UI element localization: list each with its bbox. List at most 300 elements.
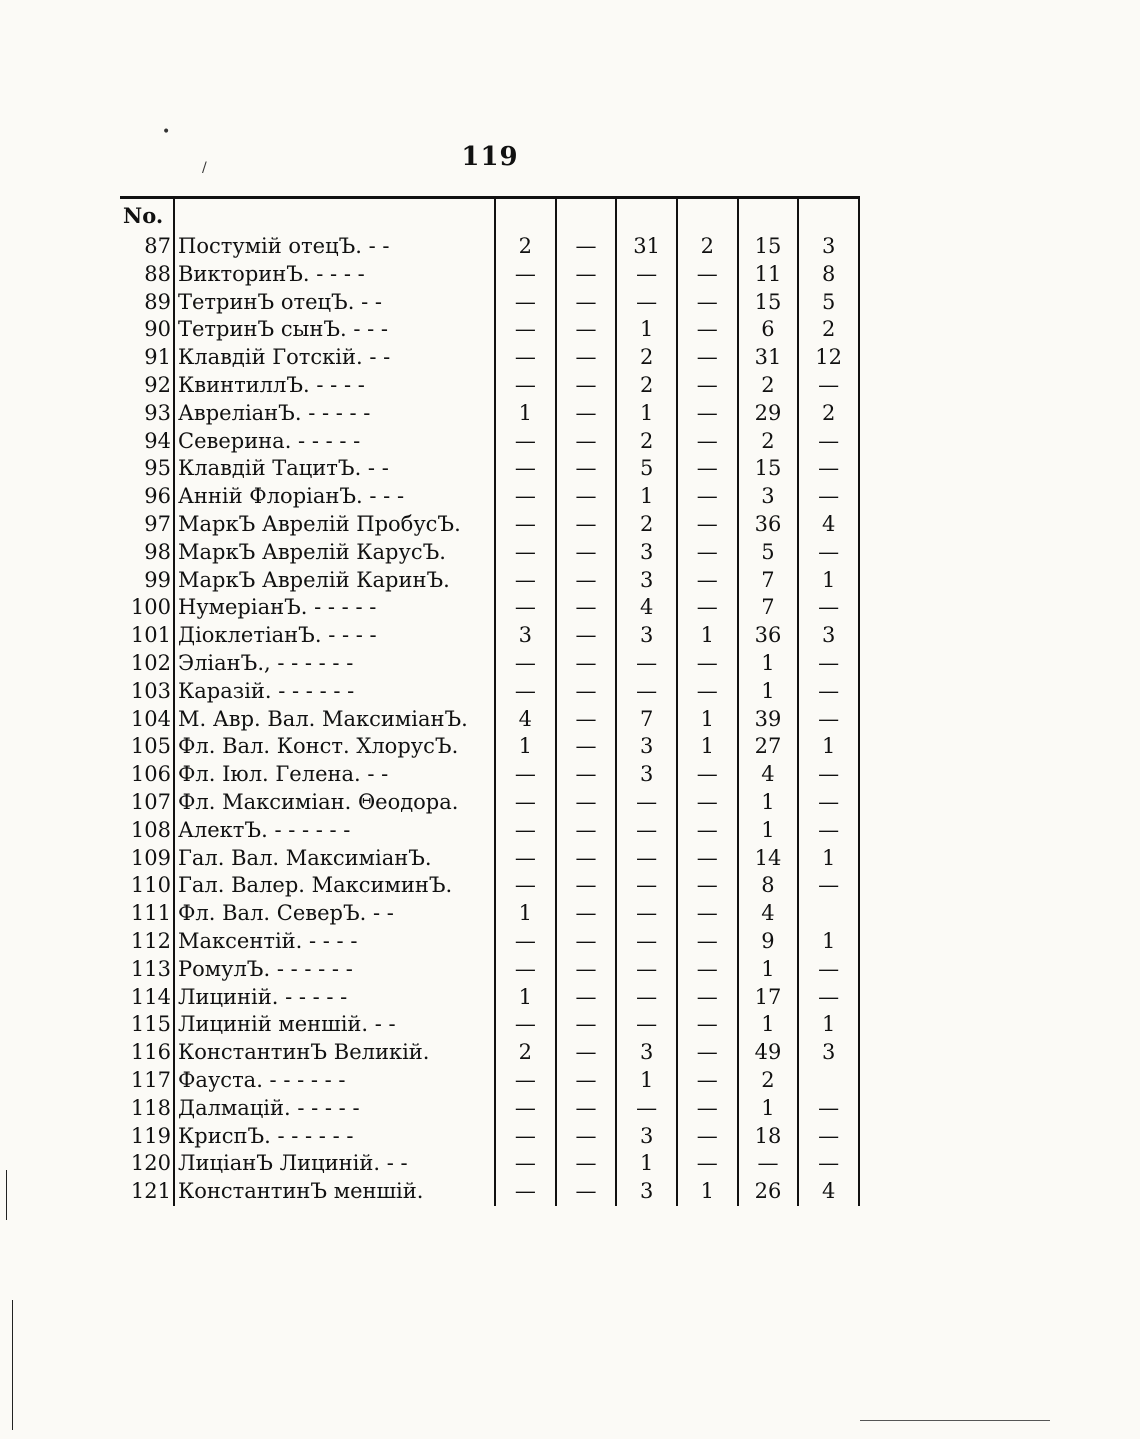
count-cell-6: — — [798, 1150, 859, 1178]
count-cell-4: — — [677, 567, 738, 595]
count-cell-1: — — [495, 539, 556, 567]
row-number: 101 — [130, 623, 171, 648]
count-cell-3: 31 — [616, 233, 677, 261]
count-cell-3: 3 — [616, 1039, 677, 1067]
count-cell-5: 2 — [738, 428, 799, 456]
table-row — [120, 372, 859, 400]
count-cell-1: — — [495, 1095, 556, 1123]
table-row — [120, 817, 859, 845]
count-cell-4: — — [677, 872, 738, 900]
emperor-name: Гал. Валер. МаксиминЪ. — [174, 872, 495, 900]
row-number: 102 — [130, 650, 171, 675]
count-cell-3: — — [616, 984, 677, 1012]
table-row — [120, 400, 859, 428]
count-cell-3: 7 — [616, 706, 677, 734]
emperor-name: КриспЪ. - - - - - - — [174, 1123, 495, 1151]
emperor-name: Клавдій Готскій. - - — [174, 344, 495, 372]
count-cell-4: — — [677, 845, 738, 873]
row-number: 120 — [130, 1151, 171, 1176]
count-cell-3: 2 — [616, 511, 677, 539]
count-cell-3: 3 — [616, 1178, 677, 1206]
count-cell-6: — — [798, 706, 859, 734]
count-cell-3: — — [616, 678, 677, 706]
count-cell-4: — — [677, 539, 738, 567]
scan-edge-mark — [12, 1300, 13, 1430]
count-cell-3: 4 — [616, 594, 677, 622]
count-cell-3: 5 — [616, 455, 677, 483]
emperor-name: Фл. Іюл. Гелена. - - — [174, 761, 495, 789]
count-cell-5: 26 — [738, 1178, 799, 1206]
count-cell-3: 1 — [616, 1067, 677, 1095]
count-cell-1: 1 — [495, 733, 556, 761]
row-number: 103 — [130, 678, 171, 703]
count-cell-2: — — [556, 1067, 617, 1095]
table-row — [120, 344, 859, 372]
emperor-name: Постумій отецЪ. - - — [174, 233, 495, 261]
count-cell-1: — — [495, 1123, 556, 1151]
table-row — [120, 1039, 859, 1067]
count-cell-2: — — [556, 622, 617, 650]
count-cell-2: — — [556, 678, 617, 706]
emperor-name: МаркЪ Аврелій КарусЪ. — [174, 539, 495, 567]
count-cell-6 — [798, 900, 859, 928]
count-cell-1: — — [495, 956, 556, 984]
count-cell-3: — — [616, 928, 677, 956]
table-row — [120, 984, 859, 1012]
count-cell-3: 3 — [616, 1123, 677, 1151]
row-number: 100 — [130, 595, 171, 620]
count-cell-6: 4 — [798, 1178, 859, 1206]
count-cell-5: 8 — [738, 872, 799, 900]
count-cell-6: 1 — [798, 928, 859, 956]
count-cell-4: — — [677, 455, 738, 483]
row-number: 116 — [130, 1040, 171, 1065]
count-cell-2: — — [556, 817, 617, 845]
table-row — [120, 1095, 859, 1123]
count-cell-3: — — [616, 900, 677, 928]
count-cell-4: 1 — [677, 706, 738, 734]
row-number: 109 — [130, 845, 171, 870]
count-cell-2: — — [556, 344, 617, 372]
emperor-name: ВикторинЪ. - - - - — [174, 261, 495, 289]
count-cell-6: — — [798, 428, 859, 456]
table-row — [120, 261, 859, 289]
count-cell-2: — — [556, 928, 617, 956]
count-cell-2: — — [556, 316, 617, 344]
emperor-name: Лициній. - - - - - — [174, 984, 495, 1012]
table-row — [120, 1067, 859, 1095]
count-cell-1: — — [495, 872, 556, 900]
row-number: 94 — [144, 428, 171, 453]
count-cell-3: 1 — [616, 316, 677, 344]
table-row — [120, 289, 859, 317]
count-cell-1: — — [495, 845, 556, 873]
count-cell-5: 1 — [738, 956, 799, 984]
count-cell-1: — — [495, 455, 556, 483]
table-row — [120, 706, 859, 734]
count-cell-2: — — [556, 984, 617, 1012]
count-cell-1: — — [495, 1150, 556, 1178]
emperor-name: Фл. Вал. Конст. ХлорусЪ. — [174, 733, 495, 761]
count-cell-4: — — [677, 789, 738, 817]
emperor-name: КонстантинЪ меншій. — [174, 1178, 495, 1206]
count-cell-4: — — [677, 316, 738, 344]
row-number: 118 — [130, 1095, 171, 1120]
count-cell-5: 15 — [738, 289, 799, 317]
count-cell-2: — — [556, 400, 617, 428]
count-cell-3: — — [616, 289, 677, 317]
emperor-name: КвинтиллЪ. - - - - — [174, 372, 495, 400]
count-cell-5: 14 — [738, 845, 799, 873]
row-number: 98 — [144, 539, 171, 564]
count-cell-5: 3 — [738, 483, 799, 511]
count-cell-1: — — [495, 594, 556, 622]
row-number: 113 — [130, 956, 171, 981]
count-cell-5: 15 — [738, 233, 799, 261]
count-cell-4: — — [677, 372, 738, 400]
count-cell-4: — — [677, 1011, 738, 1039]
count-cell-2: — — [556, 845, 617, 873]
count-cell-4: — — [677, 1150, 738, 1178]
emperor-name: Каразій. - - - - - - — [174, 678, 495, 706]
row-number: 97 — [144, 511, 171, 536]
count-cell-2: — — [556, 483, 617, 511]
header-col-2 — [556, 199, 617, 233]
count-cell-6: — — [798, 594, 859, 622]
count-cell-3: 3 — [616, 622, 677, 650]
count-cell-3: — — [616, 650, 677, 678]
table-row — [120, 455, 859, 483]
count-cell-1: — — [495, 511, 556, 539]
count-cell-5: 36 — [738, 622, 799, 650]
count-cell-5: 1 — [738, 650, 799, 678]
count-cell-2: — — [556, 706, 617, 734]
row-number: 107 — [130, 789, 171, 814]
count-cell-2: — — [556, 511, 617, 539]
count-cell-3: — — [616, 817, 677, 845]
emperor-name: ЭліанЪ., - - - - - - — [174, 650, 495, 678]
count-cell-5: 27 — [738, 733, 799, 761]
row-number: 89 — [144, 289, 171, 314]
count-cell-1: — — [495, 1011, 556, 1039]
count-cell-4: — — [677, 984, 738, 1012]
count-cell-2: — — [556, 650, 617, 678]
count-cell-1: — — [495, 928, 556, 956]
count-cell-5: 31 — [738, 344, 799, 372]
count-cell-2: — — [556, 428, 617, 456]
count-cell-1: 1 — [495, 400, 556, 428]
row-number: 87 — [144, 234, 171, 258]
count-cell-3: 3 — [616, 567, 677, 595]
row-number: 111 — [130, 901, 171, 926]
count-cell-2: — — [556, 789, 617, 817]
count-cell-4: 2 — [677, 233, 738, 261]
count-cell-4: — — [677, 1095, 738, 1123]
emperor-name: РомулЪ. - - - - - - — [174, 956, 495, 984]
count-cell-6: — — [798, 483, 859, 511]
table-row — [120, 594, 859, 622]
count-cell-3: 2 — [616, 372, 677, 400]
count-cell-3: 1 — [616, 1150, 677, 1178]
row-number: 114 — [130, 984, 171, 1009]
count-cell-4: 1 — [677, 1178, 738, 1206]
count-cell-5: 5 — [738, 539, 799, 567]
emperor-name: ТетринЪ сынЪ. - - - — [174, 316, 495, 344]
count-cell-6: — — [798, 455, 859, 483]
table-row — [120, 622, 859, 650]
count-cell-4: — — [677, 956, 738, 984]
table-row — [120, 428, 859, 456]
count-cell-5: 1 — [738, 1011, 799, 1039]
row-number: 117 — [130, 1067, 171, 1092]
count-cell-4: — — [677, 928, 738, 956]
emperor-name: Фауста. - - - - - - — [174, 1067, 495, 1095]
table-row — [120, 650, 859, 678]
count-cell-6: — — [798, 817, 859, 845]
count-cell-2: — — [556, 1178, 617, 1206]
emperor-name: АлектЪ. - - - - - - — [174, 817, 495, 845]
table-row — [120, 316, 859, 344]
count-cell-5: 9 — [738, 928, 799, 956]
table-row — [120, 678, 859, 706]
count-cell-4: — — [677, 400, 738, 428]
count-cell-5: 1 — [738, 678, 799, 706]
count-cell-2: — — [556, 1095, 617, 1123]
count-cell-5: 49 — [738, 1039, 799, 1067]
coin-count-table — [120, 196, 860, 1206]
count-cell-2: — — [556, 261, 617, 289]
count-cell-2: — — [556, 372, 617, 400]
count-cell-4: — — [677, 289, 738, 317]
count-cell-2: — — [556, 733, 617, 761]
count-cell-4: — — [677, 900, 738, 928]
count-cell-5: 17 — [738, 984, 799, 1012]
count-cell-3: 3 — [616, 733, 677, 761]
count-cell-5: 4 — [738, 900, 799, 928]
page-number: 119 — [461, 142, 519, 172]
count-cell-1: — — [495, 1178, 556, 1206]
count-cell-4: — — [677, 594, 738, 622]
count-cell-5: 39 — [738, 706, 799, 734]
count-cell-1: — — [495, 817, 556, 845]
count-cell-1: — — [495, 261, 556, 289]
count-cell-1: — — [495, 1067, 556, 1095]
count-cell-6: 3 — [798, 1039, 859, 1067]
count-cell-1: — — [495, 289, 556, 317]
count-cell-2: — — [556, 1150, 617, 1178]
count-cell-6: — — [798, 789, 859, 817]
count-cell-2: — — [556, 1039, 617, 1067]
count-cell-1: — — [495, 761, 556, 789]
row-number: 99 — [144, 567, 171, 592]
count-cell-3: — — [616, 261, 677, 289]
count-cell-6: 1 — [798, 1011, 859, 1039]
count-cell-4: — — [677, 678, 738, 706]
row-number: 105 — [130, 734, 171, 759]
emperor-name: Клавдій ТацитЪ. - - — [174, 455, 495, 483]
header-col-6 — [798, 199, 859, 233]
count-cell-4: — — [677, 1039, 738, 1067]
count-cell-2: — — [556, 455, 617, 483]
table-row — [120, 789, 859, 817]
emperor-name: М. Авр. Вал. МаксиміанЪ. — [174, 706, 495, 734]
header-col-4 — [677, 199, 738, 233]
count-cell-4: 1 — [677, 733, 738, 761]
count-cell-2: — — [556, 956, 617, 984]
count-cell-5: 4 — [738, 761, 799, 789]
row-number: 95 — [144, 456, 171, 481]
count-cell-6: — — [798, 761, 859, 789]
count-cell-6: — — [798, 984, 859, 1012]
emperor-name: МаркЪ Аврелій ПробусЪ. — [174, 511, 495, 539]
count-cell-6: — — [798, 1123, 859, 1151]
count-cell-1: — — [495, 316, 556, 344]
count-cell-4: — — [677, 428, 738, 456]
header-name-cell — [174, 199, 495, 233]
count-cell-5: 1 — [738, 817, 799, 845]
count-cell-2: — — [556, 539, 617, 567]
count-cell-6: 2 — [798, 316, 859, 344]
count-cell-6: — — [798, 678, 859, 706]
count-cell-4: — — [677, 817, 738, 845]
count-cell-5: 1 — [738, 1095, 799, 1123]
count-cell-6 — [798, 1067, 859, 1095]
table-row — [120, 733, 859, 761]
count-cell-2: — — [556, 1011, 617, 1039]
row-number: 104 — [130, 706, 171, 731]
count-cell-1: — — [495, 483, 556, 511]
count-cell-1: — — [495, 789, 556, 817]
emperor-name: Фл. Максиміан. Θеодора. — [174, 789, 495, 817]
scan-speck: • — [162, 124, 171, 140]
scan-foot-line — [860, 1420, 1050, 1421]
table-header-row — [120, 199, 859, 233]
row-number: 93 — [144, 400, 171, 425]
count-cell-6: — — [798, 539, 859, 567]
count-cell-4: — — [677, 511, 738, 539]
scan-speck: / — [202, 160, 207, 176]
count-cell-4: — — [677, 1123, 738, 1151]
row-number: 96 — [144, 484, 171, 509]
emperor-name: Гал. Вал. МаксиміанЪ. — [174, 845, 495, 873]
row-number: 115 — [130, 1012, 171, 1037]
emperor-name: ТетринЪ отецЪ. - - — [174, 289, 495, 317]
row-number: 110 — [130, 873, 171, 898]
row-number: 91 — [144, 345, 171, 370]
count-cell-4: — — [677, 261, 738, 289]
row-number: 119 — [130, 1123, 171, 1148]
table — [120, 199, 860, 1206]
count-cell-3: — — [616, 956, 677, 984]
count-cell-3: — — [616, 1011, 677, 1039]
header-col-5 — [738, 199, 799, 233]
emperor-name: АвреліанЪ. - - - - - — [174, 400, 495, 428]
count-cell-6: — — [798, 872, 859, 900]
table-row — [120, 1150, 859, 1178]
count-cell-3: — — [616, 845, 677, 873]
table-row — [120, 567, 859, 595]
count-cell-6: — — [798, 650, 859, 678]
count-cell-5: — — [738, 1150, 799, 1178]
count-cell-1: — — [495, 344, 556, 372]
table-row — [120, 761, 859, 789]
row-number: 121 — [130, 1179, 171, 1204]
count-cell-5: 36 — [738, 511, 799, 539]
emperor-name: Северина. - - - - - — [174, 428, 495, 456]
count-cell-1: 1 — [495, 984, 556, 1012]
count-cell-3: 2 — [616, 344, 677, 372]
table-row — [120, 1123, 859, 1151]
header-col-1 — [495, 199, 556, 233]
table-row — [120, 1178, 859, 1206]
count-cell-1: 4 — [495, 706, 556, 734]
count-cell-6: 3 — [798, 622, 859, 650]
emperor-name: Далмацій. - - - - - — [174, 1095, 495, 1123]
count-cell-5: 29 — [738, 400, 799, 428]
count-cell-3: — — [616, 789, 677, 817]
count-cell-1: — — [495, 650, 556, 678]
count-cell-2: — — [556, 233, 617, 261]
count-cell-2: — — [556, 761, 617, 789]
count-cell-6: 5 — [798, 289, 859, 317]
count-cell-1: — — [495, 428, 556, 456]
emperor-name: НумеріанЪ. - - - - - — [174, 594, 495, 622]
table-row — [120, 233, 859, 261]
count-cell-5: 15 — [738, 455, 799, 483]
emperor-name: Анній ФлоріанЪ. - - - — [174, 483, 495, 511]
count-cell-3: 1 — [616, 400, 677, 428]
table-row — [120, 483, 859, 511]
count-cell-6: 1 — [798, 567, 859, 595]
count-cell-4: — — [677, 344, 738, 372]
count-cell-2: — — [556, 872, 617, 900]
count-cell-2: — — [556, 1123, 617, 1151]
count-cell-1: 3 — [495, 622, 556, 650]
table-row — [120, 539, 859, 567]
count-cell-6: 3 — [798, 233, 859, 261]
table-row — [120, 1011, 859, 1039]
count-cell-3: 2 — [616, 428, 677, 456]
count-cell-6: — — [798, 1095, 859, 1123]
count-cell-3: 3 — [616, 539, 677, 567]
count-cell-2: — — [556, 289, 617, 317]
row-number: 92 — [144, 372, 171, 397]
emperor-name: КонстантинЪ Великій. — [174, 1039, 495, 1067]
count-cell-6: — — [798, 372, 859, 400]
count-cell-3: 3 — [616, 761, 677, 789]
count-cell-6: 1 — [798, 845, 859, 873]
emperor-name: ЛиціанЪ Лициній. - - — [174, 1150, 495, 1178]
emperor-name: Фл. Вал. СеверЪ. - - — [174, 900, 495, 928]
row-number: 88 — [144, 261, 171, 286]
emperor-name: Лициній меншій. - - — [174, 1011, 495, 1039]
count-cell-6: 12 — [798, 344, 859, 372]
count-cell-5: 7 — [738, 594, 799, 622]
count-cell-5: 7 — [738, 567, 799, 595]
count-cell-2: — — [556, 900, 617, 928]
table-row — [120, 872, 859, 900]
count-cell-4: — — [677, 761, 738, 789]
count-cell-5: 1 — [738, 789, 799, 817]
table-row — [120, 900, 859, 928]
count-cell-6: 4 — [798, 511, 859, 539]
count-cell-1: — — [495, 567, 556, 595]
header-number-label: No. — [123, 203, 164, 228]
count-cell-3: 1 — [616, 483, 677, 511]
count-cell-6: 1 — [798, 733, 859, 761]
emperor-name: ДіоклетіанЪ. - - - - — [174, 622, 495, 650]
emperor-name: МаркЪ Аврелій КаринЪ. — [174, 567, 495, 595]
